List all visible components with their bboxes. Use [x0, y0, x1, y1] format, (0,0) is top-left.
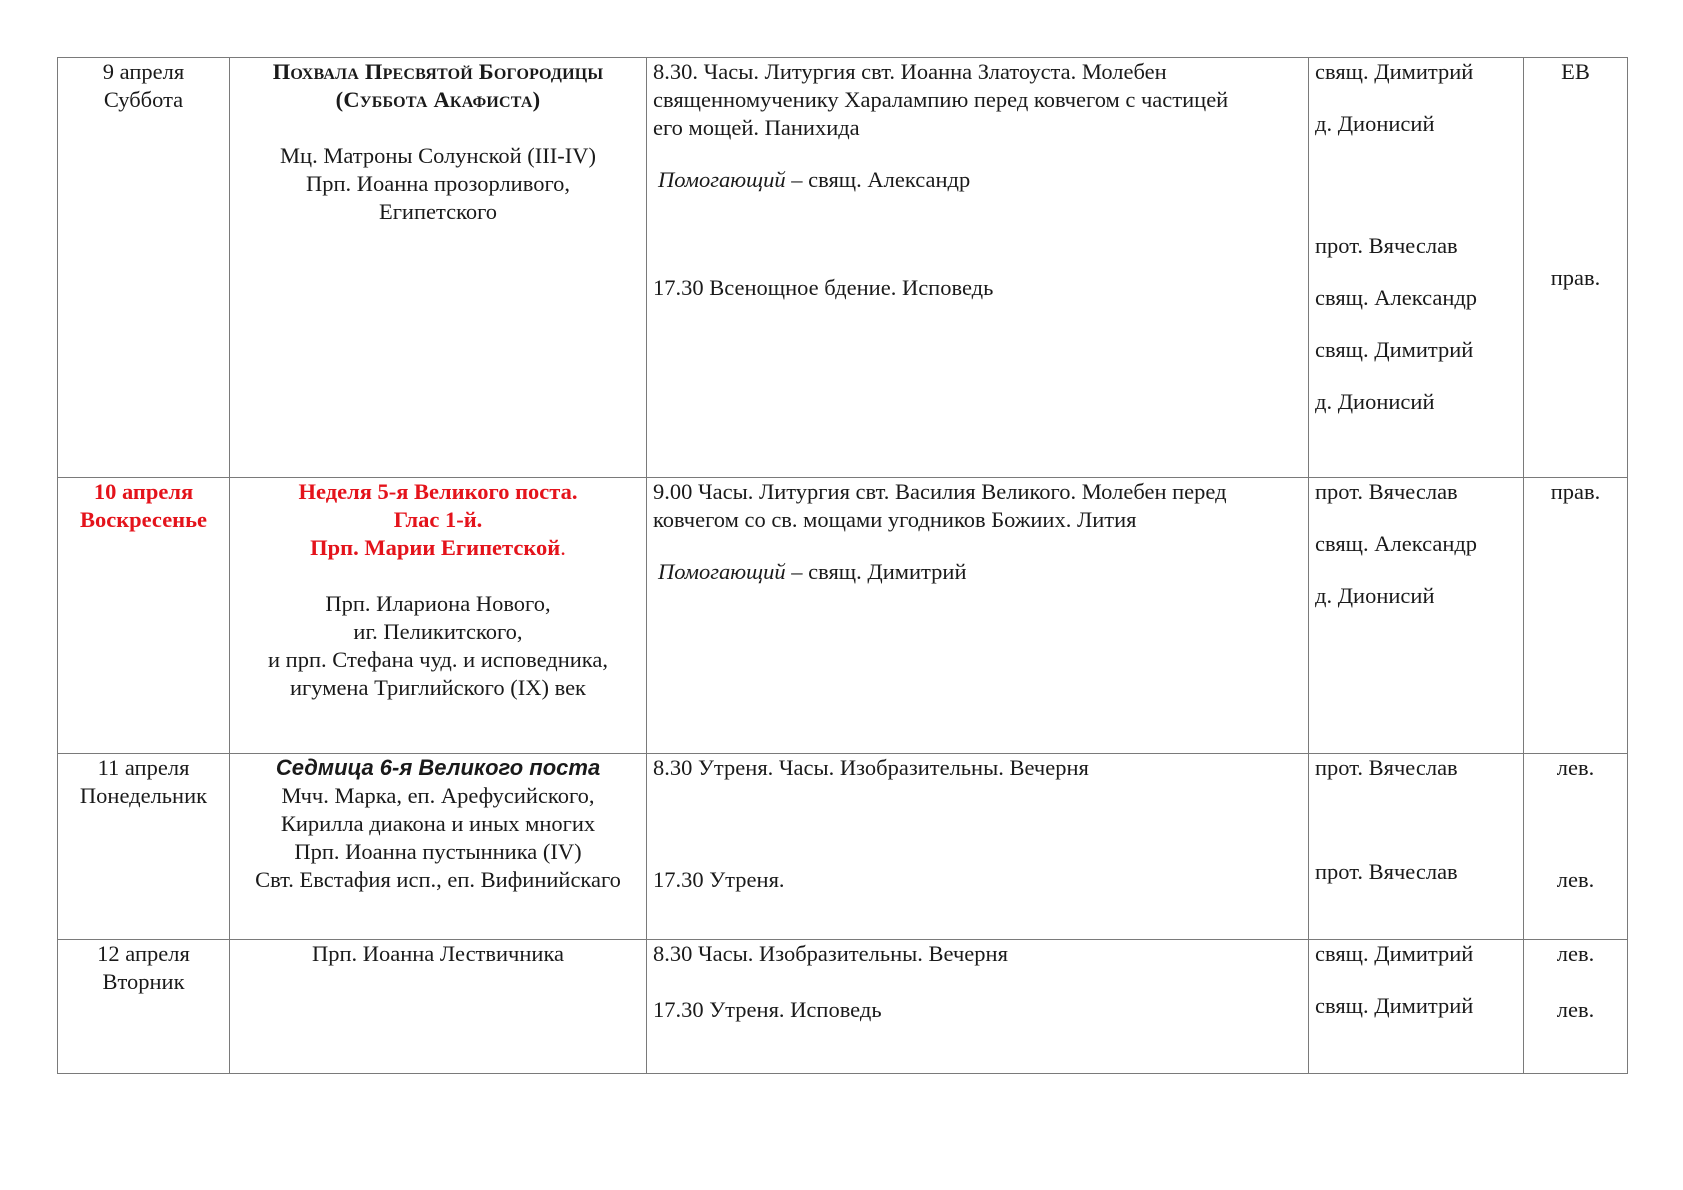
clergy-name: д. Дионисий [1315, 583, 1435, 608]
saint-line: Свт. Евстафия исп., еп. Вифинийскаго [255, 867, 621, 892]
saint-line: Прп. Иоанна Лествичника [311, 941, 565, 966]
clergy-name: свящ. Александр [1315, 531, 1478, 556]
table-row [58, 940, 1628, 1074]
clergy-name: прот. Вячеслав [1315, 233, 1458, 258]
evening-service: 17.30 Утреня. Исповедь [653, 997, 882, 1022]
date-cell [58, 58, 230, 478]
evening-service: 17.30 Утреня. [653, 867, 785, 892]
weekday: Вторник [102, 969, 185, 994]
clergy-cell [1309, 754, 1524, 940]
clergy-cell [1309, 940, 1524, 1074]
saint-line: Египетского [378, 199, 498, 224]
service-line: ковчегом со св. мощами угодников Божиих. Лития [653, 507, 1137, 532]
saint-line: Прп. Илариона Нового, [325, 591, 551, 616]
side-cell [1524, 754, 1628, 940]
weekday: Понедельник [79, 783, 208, 808]
side-label: ЕВ [1561, 59, 1590, 84]
saint-line: Мчч. Марка, еп. Арефусийского, [281, 783, 595, 808]
clergy-name: д. Дионисий [1315, 111, 1435, 136]
saint-line: Кирилла диакона и иных многих [280, 811, 596, 836]
clergy-cell [1309, 58, 1524, 478]
service-line: его мощей. Панихида [653, 115, 860, 140]
helper-label: Помогающий [658, 167, 786, 192]
saint-line: и прп. Стефана чуд. и исповедника, [267, 647, 609, 672]
clergy-name: прот. Вячеслав [1315, 755, 1458, 780]
clergy-name: свящ. Димитрий [1315, 993, 1474, 1018]
table-row [58, 754, 1628, 940]
date: 12 апреля [97, 941, 190, 966]
clergy-name: прот. Вячеслав [1315, 479, 1458, 504]
feast-cell [230, 940, 647, 1074]
feast-saint: Прп. Марии Египетской. [310, 535, 566, 560]
service-cell [647, 58, 1309, 478]
feast-title: Неделя 5-я Великого поста. [298, 479, 578, 504]
saint-line: Мц. Матроны Солунской (III-IV) [280, 143, 596, 168]
clergy-cell [1309, 478, 1524, 754]
side-label: прав. [1550, 265, 1601, 290]
feast-cell [230, 58, 647, 478]
service-line: 8.30 Часы. Изобразительны. Вечерня [653, 941, 1008, 966]
helper-line [653, 166, 1302, 194]
weekday: Воскресенье [79, 507, 208, 532]
table-row [58, 478, 1628, 754]
side-label: лев. [1556, 997, 1595, 1022]
feast-cell [230, 478, 647, 754]
side-label: лев. [1556, 755, 1595, 780]
saint-line: Прп. Иоанна прозорливого, [305, 171, 570, 196]
helper-line [653, 558, 1302, 586]
feast-cell [230, 754, 647, 940]
clergy-name: свящ. Димитрий [1315, 337, 1474, 362]
feast-title: Похвала Пресвятой Богородицы [272, 59, 604, 84]
helper-name: – свящ. Александр [785, 167, 971, 192]
feast-subtitle: (Суббота Акафиста) [335, 87, 541, 112]
clergy-name: свящ. Александр [1315, 285, 1478, 310]
side-label: лев. [1556, 867, 1595, 892]
service-cell [647, 478, 1309, 754]
feast-title: Седмица 6-я Великого поста [275, 755, 601, 780]
side-label: лев. [1556, 941, 1595, 966]
clergy-name: д. Дионисий [1315, 389, 1435, 414]
side-cell [1524, 58, 1628, 478]
clergy-name: свящ. Димитрий [1315, 59, 1474, 84]
date-cell [58, 940, 230, 1074]
date-cell [58, 754, 230, 940]
feast-tone: Глас 1-й. [393, 507, 483, 532]
schedule-table [57, 57, 1628, 1074]
helper-name: – свящ. Димитрий [785, 559, 967, 584]
clergy-name: свящ. Димитрий [1315, 941, 1474, 966]
service-cell [647, 940, 1309, 1074]
side-label: прав. [1550, 479, 1601, 504]
saint-line: Прп. Иоанна пустынника (IV) [294, 839, 582, 864]
table-row [58, 58, 1628, 478]
evening-service: 17.30 Всенощное бдение. Исповедь [653, 275, 994, 300]
service-line: священномученику Харалампию перед ковчегом с частицей [653, 87, 1229, 112]
service-cell [647, 754, 1309, 940]
saint-line: иг. Пеликитского, [353, 619, 523, 644]
side-cell [1524, 940, 1628, 1074]
service-line: 8.30. Часы. Литургия свт. Иоанна Златоуста. Молебен [653, 59, 1167, 84]
saint-line: игумена Триглийского (IX) век [289, 675, 586, 700]
helper-label: Помогающий [658, 559, 786, 584]
service-line: 8.30 Утреня. Часы. Изобразительны. Вечерня [653, 755, 1089, 780]
weekday: Суббота [103, 87, 184, 112]
date-cell [58, 478, 230, 754]
date: 10 апреля [93, 479, 194, 504]
side-cell [1524, 478, 1628, 754]
clergy-name: прот. Вячеслав [1315, 859, 1458, 884]
date: 9 апреля [102, 59, 185, 84]
service-line: 9.00 Часы. Литургия свт. Василия Великого. Молебен перед [653, 479, 1227, 504]
date: 11 апреля [97, 755, 190, 780]
